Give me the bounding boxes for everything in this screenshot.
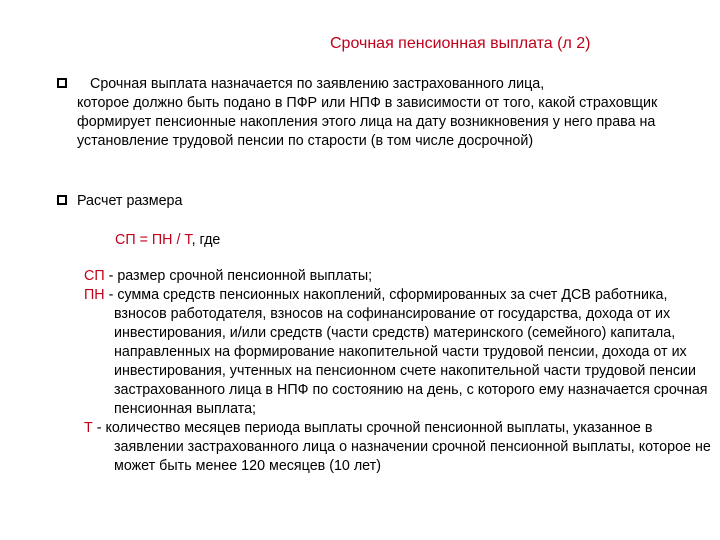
definition-term: Т: [84, 420, 93, 436]
definitions-list: [84, 267, 714, 476]
definition-item: [84, 286, 714, 419]
formula-lhs: СП: [115, 232, 136, 248]
definition-item: [84, 419, 714, 476]
page-title: Срочная пенсионная выплата (л 2): [330, 35, 591, 52]
definition-text: - сумма средств пенсионных накоплений, сформированных за счет ДСВ работника, взносов работодателя, взносов на софинансирование от государства, дохода от их инвестирования, и/или средств (части средств) материнского (семейного) капитала, направленных на формирование накопительной части трудовой пенсии, дохода от их инвестирования, учтенных на пенсионном счете накопительной части трудовой пенсии застрахованного лица в НПФ по состоянию на день, с которого ему назначается срочная пенсионная выплата;: [104, 287, 708, 417]
bullet-square-icon: [57, 195, 67, 205]
definition-text: - размер срочной пенсионной выплаты;: [104, 268, 373, 284]
bullet-paragraph-first-line: Срочная выплата назначается по заявлению застрахованного лица,: [90, 76, 545, 92]
formula-eq: =: [135, 232, 152, 248]
bullet-paragraph-body: которое должно быть подано в ПФР или НПФ в зависимости от того, какой страховщик формирует пенсионные накопления этого лица на дату возникновения у него права на установление трудовой пенсии по старости (в том числе досрочной): [77, 95, 658, 149]
definition-text: - количество месяцев периода выплаты срочной пенсионной выплаты, указанное в заявлении застрахованного лица о назначении срочной пенсионной выплаты, которое не может быть менее 120 месяцев (10 лет): [92, 420, 711, 474]
definition-item: [84, 267, 714, 286]
formula-rhs: ПН / Т: [151, 232, 192, 248]
definition-term: СП: [84, 268, 105, 284]
bullet-paragraph: [77, 75, 707, 151]
calc-heading: Расчет размера: [77, 193, 183, 209]
formula: [115, 231, 220, 250]
formula-rest: , где: [191, 232, 221, 248]
bullet-square-icon: [57, 78, 67, 88]
definition-term: ПН: [84, 287, 105, 303]
